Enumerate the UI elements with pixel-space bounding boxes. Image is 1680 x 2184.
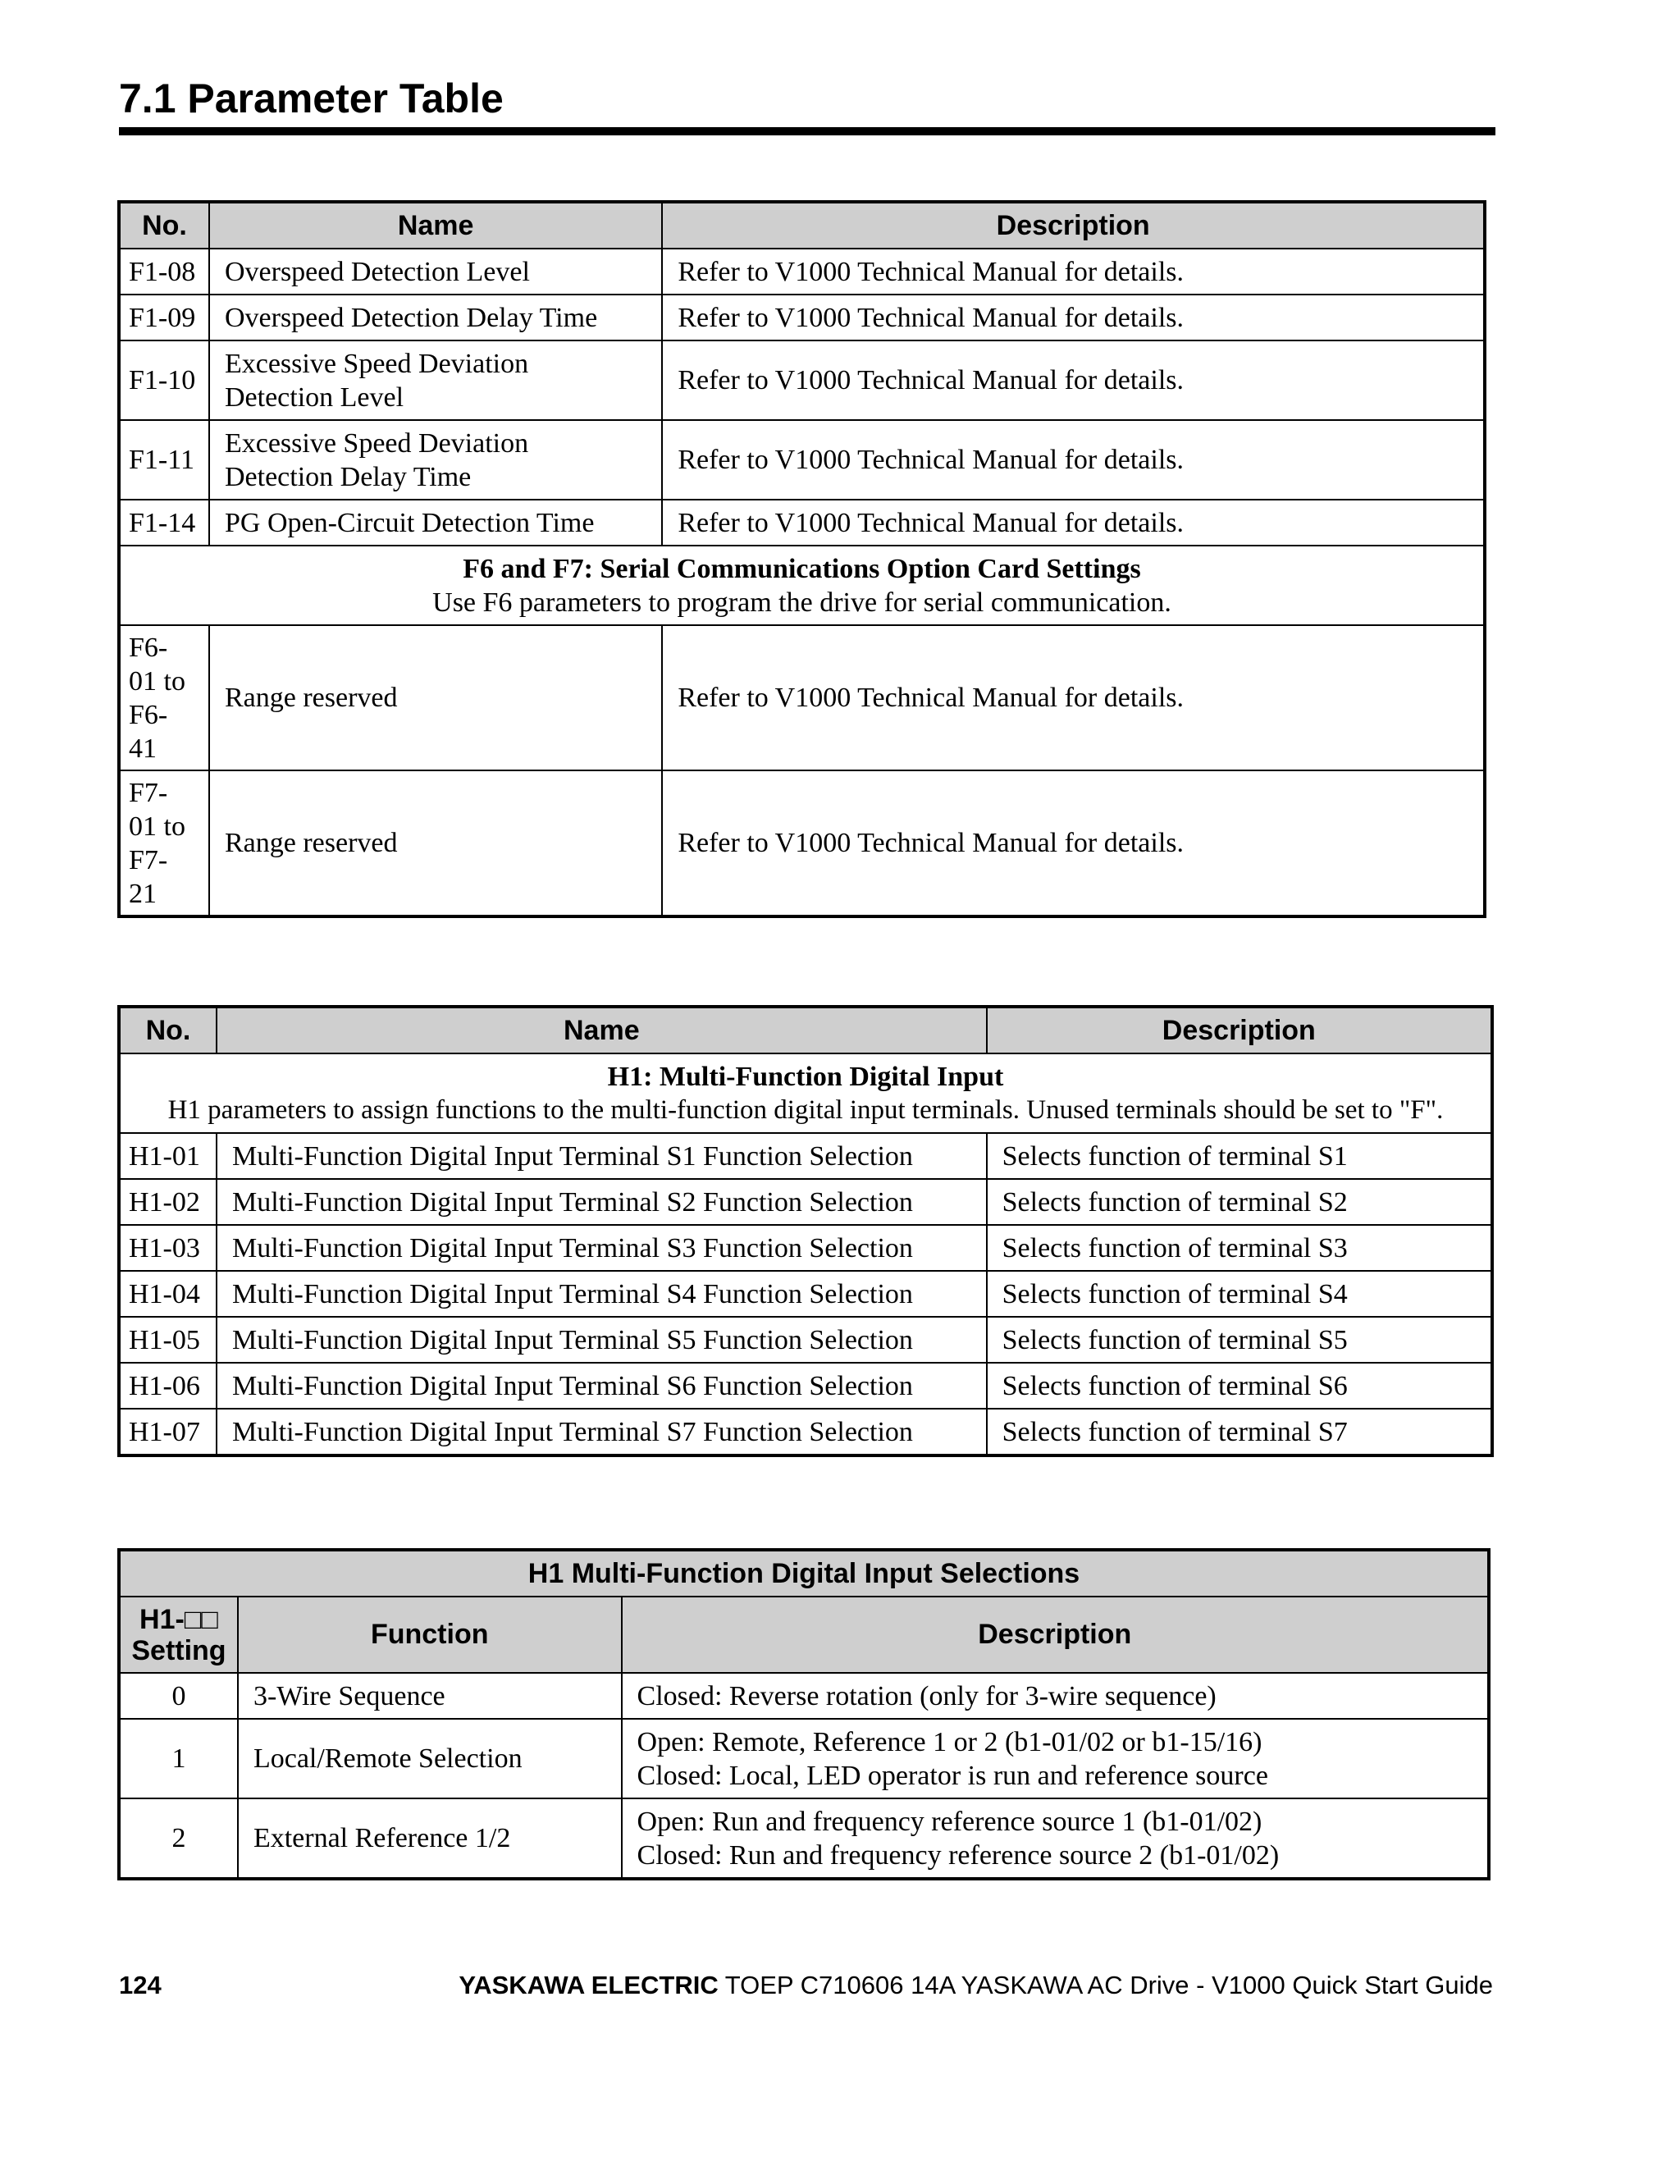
column-header-setting-line: H1-□□: [139, 1603, 218, 1635]
param-description: Refer to V1000 Technical Manual for details.: [662, 249, 1484, 295]
param-name: Range reserved: [209, 625, 662, 770]
table-row: [120, 1179, 1491, 1225]
description-line: Closed: Local, LED operator is run and reference source: [637, 1760, 1268, 1791]
param-number: F1-14: [120, 500, 209, 546]
setting-value: 1: [120, 1719, 238, 1798]
section-cell: [120, 546, 1484, 625]
param-number: H1-03: [120, 1225, 217, 1271]
table-row: [120, 1363, 1491, 1409]
function-description: [622, 1719, 1488, 1798]
function-name: Local/Remote Selection: [238, 1719, 622, 1798]
table-row: [120, 500, 1484, 546]
param-number: H1-07: [120, 1409, 217, 1455]
footer-document-title: [459, 1971, 1493, 2000]
param-number-line: 01 to: [129, 665, 185, 697]
table-row: [120, 1409, 1491, 1455]
footer-doc-title: TOEP C710606 14A YASKAWA AC Drive - V1000 Quick Start Guide: [718, 1971, 1493, 1999]
param-number: F1-11: [120, 420, 209, 500]
param-name: PG Open-Circuit Detection Time: [209, 500, 662, 546]
param-name-line: Excessive Speed Deviation: [224, 348, 529, 379]
column-header-no: No.: [120, 1007, 217, 1053]
column-header-name: Name: [209, 203, 662, 249]
param-number: H1-02: [120, 1179, 217, 1225]
column-header-setting: [120, 1597, 238, 1673]
param-description: Refer to V1000 Technical Manual for details.: [662, 500, 1484, 546]
param-name: Overspeed Detection Delay Time: [209, 295, 662, 340]
param-number: [120, 625, 209, 770]
section-row: [120, 546, 1484, 625]
param-description: Refer to V1000 Technical Manual for details.: [662, 420, 1484, 500]
param-description: Selects function of terminal S2: [987, 1179, 1491, 1225]
param-name: Multi-Function Digital Input Terminal S5 Function Selection: [217, 1317, 987, 1363]
table-row: [120, 1673, 1488, 1719]
param-name: Multi-Function Digital Input Terminal S6 Function Selection: [217, 1363, 987, 1409]
table-header-row: [120, 1007, 1491, 1053]
param-number: F1-08: [120, 249, 209, 295]
table-row: [120, 1317, 1491, 1363]
table-row: [120, 1798, 1488, 1878]
param-name: Multi-Function Digital Input Terminal S7 Function Selection: [217, 1409, 987, 1455]
description-line: Open: Remote, Reference 1 or 2 (b1-01/02 or b1-15/16): [637, 1726, 1262, 1757]
column-header-function: Function: [238, 1597, 622, 1673]
param-description: Refer to V1000 Technical Manual for details.: [662, 625, 1484, 770]
param-description: Selects function of terminal S3: [987, 1225, 1491, 1271]
section-title: F6 and F7: Serial Communications Option Card Settings: [463, 553, 1141, 584]
description-line: Open: Run and frequency reference source 1 (b1-01/02): [637, 1806, 1262, 1837]
param-name-line: Detection Delay Time: [224, 461, 472, 492]
param-number: F1-10: [120, 340, 209, 420]
table-row: [120, 1225, 1491, 1271]
function-name: External Reference 1/2: [238, 1798, 622, 1878]
table-title: H1 Multi-Function Digital Input Selections: [120, 1551, 1488, 1597]
column-header-name: Name: [217, 1007, 987, 1053]
param-description: Refer to V1000 Technical Manual for details.: [662, 295, 1484, 340]
column-header-description: Description: [987, 1007, 1491, 1053]
table-row: [120, 1133, 1491, 1179]
table-row: [120, 249, 1484, 295]
param-description: Refer to V1000 Technical Manual for details.: [662, 770, 1484, 916]
param-description: Selects function of terminal S7: [987, 1409, 1491, 1455]
param-number-line: 01 to: [129, 811, 185, 842]
param-name: [209, 420, 662, 500]
param-number-line: F6-: [129, 632, 168, 663]
param-name: Overspeed Detection Level: [209, 249, 662, 295]
function-name: 3-Wire Sequence: [238, 1673, 622, 1719]
section-text: H1 parameters to assign functions to the multi-function digital input terminals. Unused terminals should be set to "F".: [167, 1094, 1444, 1125]
param-description: Selects function of terminal S5: [987, 1317, 1491, 1363]
selections-table-h1: [119, 1550, 1489, 1879]
param-name: Multi-Function Digital Input Terminal S2 Function Selection: [217, 1179, 987, 1225]
param-name-line: Excessive Speed Deviation: [224, 427, 529, 459]
param-name: Multi-Function Digital Input Terminal S1 Function Selection: [217, 1133, 987, 1179]
setting-value: 2: [120, 1798, 238, 1878]
footer-brand: YASKAWA ELECTRIC: [459, 1971, 719, 1999]
param-number: H1-04: [120, 1271, 217, 1317]
param-description: Selects function of terminal S1: [987, 1133, 1491, 1179]
param-number: [120, 770, 209, 916]
column-header-no: No.: [120, 203, 209, 249]
column-header-description: Description: [662, 203, 1484, 249]
param-description: Refer to V1000 Technical Manual for details.: [662, 340, 1484, 420]
param-name: [209, 340, 662, 420]
param-name: Range reserved: [209, 770, 662, 916]
table-row: [120, 1271, 1491, 1317]
table-title-row: [120, 1551, 1488, 1597]
column-header-description: Description: [622, 1597, 1488, 1673]
parameter-table-h1: [119, 1007, 1492, 1455]
section-cell: [120, 1053, 1491, 1133]
param-name-line: Detection Level: [224, 382, 404, 413]
table-header-row: [120, 203, 1484, 249]
param-number-line: 41: [129, 733, 157, 764]
table-row: [120, 625, 1484, 770]
table-row: [120, 1719, 1488, 1798]
title-divider: [119, 127, 1495, 135]
section-row: [120, 1053, 1491, 1133]
param-number: H1-05: [120, 1317, 217, 1363]
table-header-row: [120, 1597, 1488, 1673]
function-description: [622, 1798, 1488, 1878]
param-number: H1-06: [120, 1363, 217, 1409]
setting-value: 0: [120, 1673, 238, 1719]
table-row: [120, 295, 1484, 340]
page-title: 7.1 Parameter Table: [119, 75, 504, 121]
table-row: [120, 420, 1484, 500]
section-text: Use F6 parameters to program the drive for serial communication.: [432, 587, 1171, 618]
param-number-line: 21: [129, 878, 157, 909]
param-number-line: F7-: [129, 844, 168, 875]
param-number-line: F7-: [129, 777, 168, 808]
column-header-setting-line: Setting: [131, 1634, 226, 1666]
parameter-table-f: [119, 202, 1485, 916]
page-number: 124: [119, 1971, 162, 1999]
function-description: Closed: Reverse rotation (only for 3-wire sequence): [622, 1673, 1488, 1719]
description-line: Closed: Run and frequency reference source 2 (b1-01/02): [637, 1839, 1280, 1871]
table-row: [120, 770, 1484, 916]
param-number: H1-01: [120, 1133, 217, 1179]
table-row: [120, 340, 1484, 420]
param-description: Selects function of terminal S6: [987, 1363, 1491, 1409]
param-number-line: F6-: [129, 699, 168, 730]
param-description: Selects function of terminal S4: [987, 1271, 1491, 1317]
section-title: H1: Multi-Function Digital Input: [607, 1061, 1004, 1092]
param-number: F1-09: [120, 295, 209, 340]
param-name: Multi-Function Digital Input Terminal S3 Function Selection: [217, 1225, 987, 1271]
param-name: Multi-Function Digital Input Terminal S4 Function Selection: [217, 1271, 987, 1317]
